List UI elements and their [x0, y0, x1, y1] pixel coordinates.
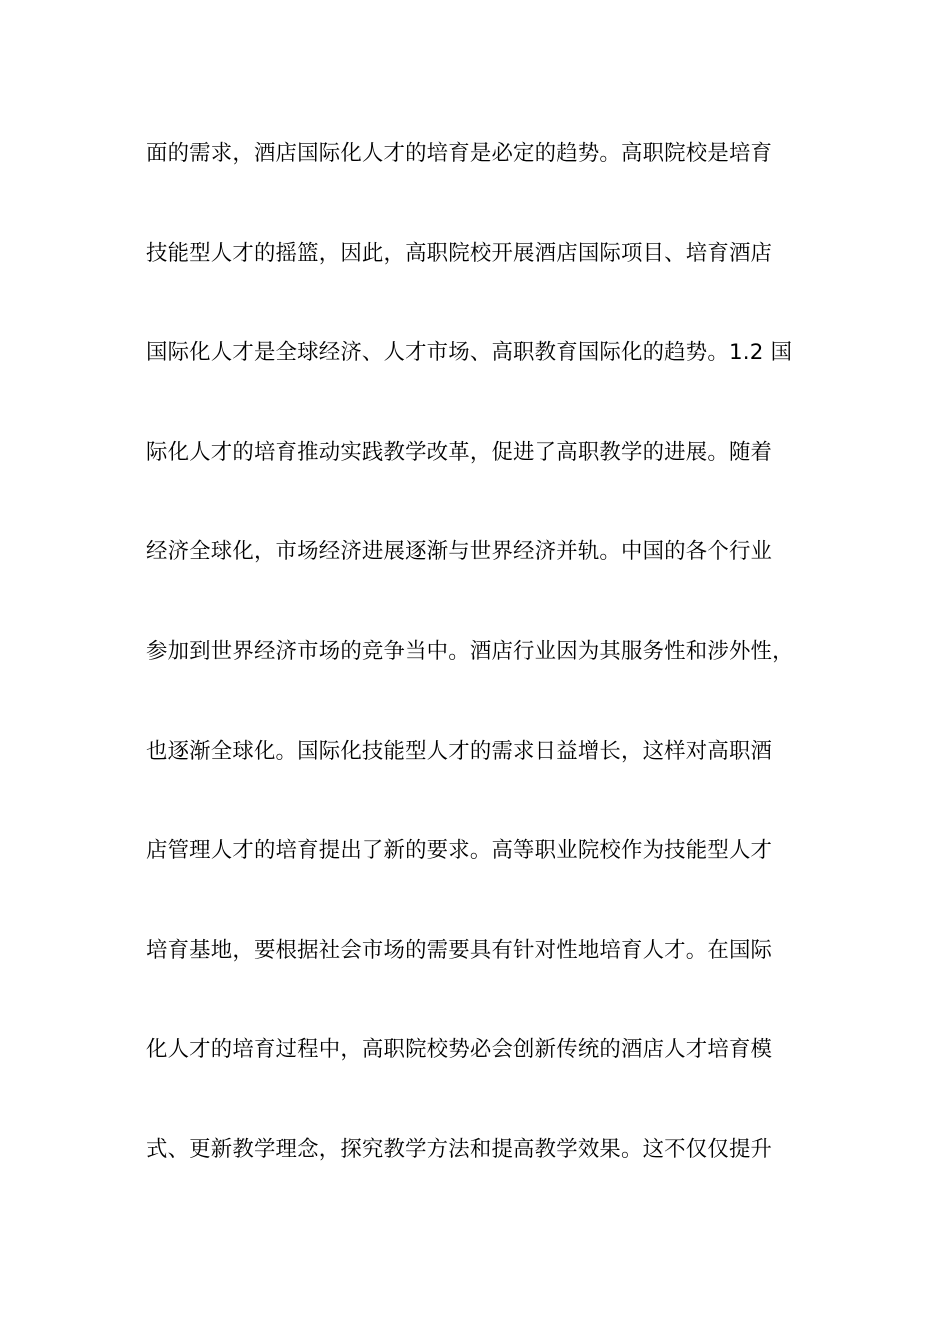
body-paragraph	[146, 128, 816, 1224]
text-line: 培育基地，要根据社会市场的需要具有针对性地培育人才。在国际	[146, 937, 773, 963]
text-line: 国际化人才是全球经济、人才市场、高职教育国际化的趋势。1.2 国	[146, 340, 793, 366]
text-line: 面的需求，酒店国际化人才的培育是必定的趋势。高职院校是培育	[146, 141, 773, 166]
text-line: 化人才的培育过程中，高职院校势必会创新传统的酒店人才培育模	[146, 1037, 773, 1063]
text-line: 店管理人才的培育提出了新的要求。高等职业院校作为技能型人才	[146, 838, 773, 864]
text-line: 式、更新教学理念，探究教学方法和提高教学效果。这不仅仅提升	[146, 1136, 773, 1162]
text-line: 技能型人才的摇篮，因此，高职院校开展酒店国际项目、培育酒店	[146, 240, 773, 266]
text-line: 参加到世界经济市场的竞争当中。酒店行业因为其服务性和涉外性，	[146, 638, 794, 664]
text-line: 经济全球化，市场经济进展逐渐与世界经济并轨。中国的各个行业	[146, 539, 773, 565]
text-line: 际化人才的培育推动实践教学改革，促进了高职教学的进展。随着	[146, 439, 773, 465]
text-line: 也逐渐全球化。国际化技能型人才的需求日益增长，这样对高职酒	[146, 738, 773, 764]
